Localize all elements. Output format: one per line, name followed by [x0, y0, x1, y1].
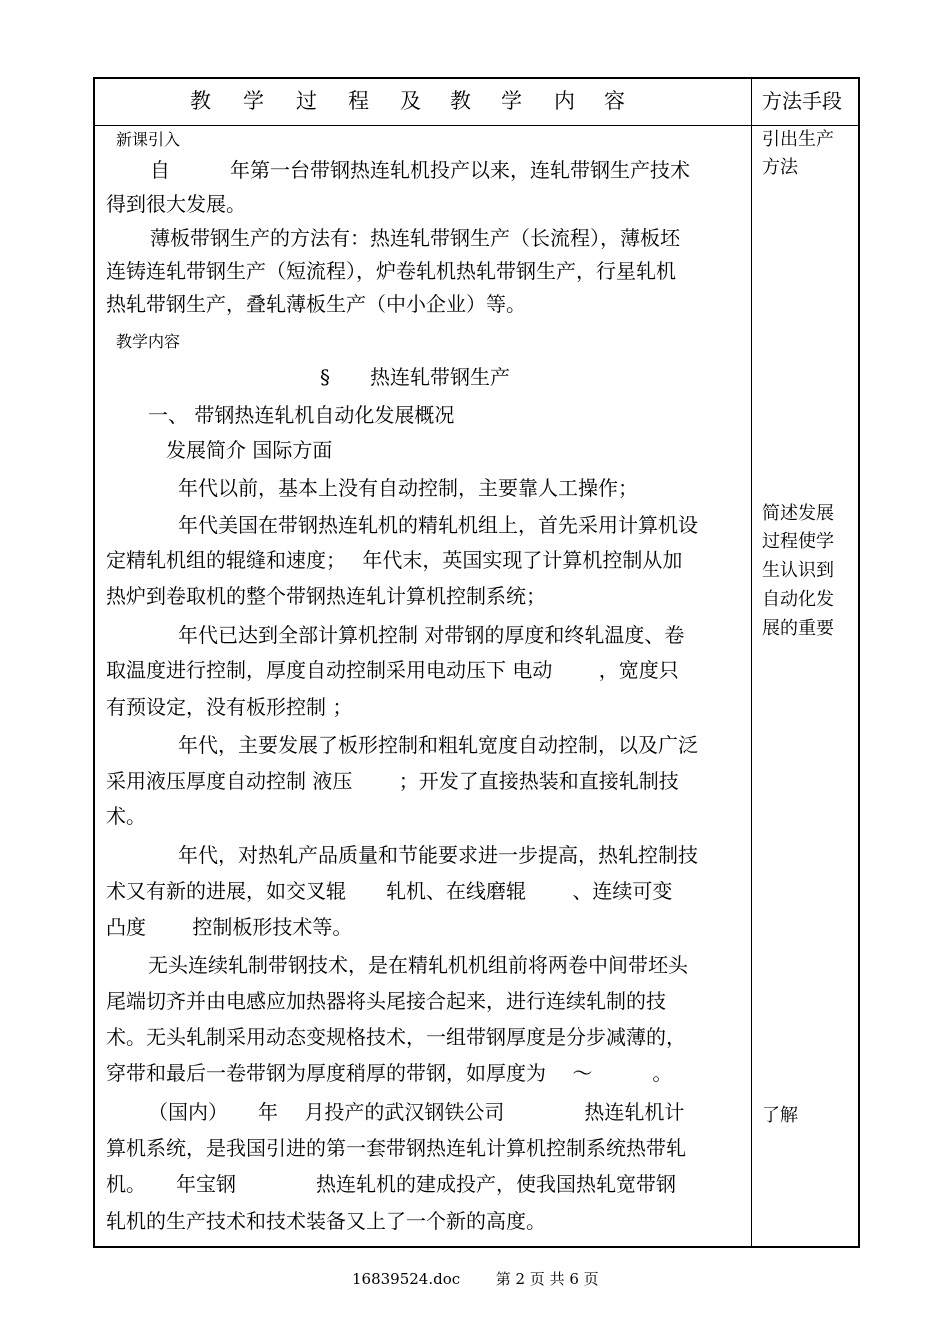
side-note-2: 简述发展	[762, 503, 834, 524]
intro-line: 自 年第一台带钢热连轧机投产以来，连轧带钢生产技术	[150, 158, 690, 182]
page-footer	[352, 1272, 599, 1287]
header-char-5: 及	[400, 89, 421, 113]
side-note-3: 了解	[762, 1105, 798, 1126]
body-line: 凸度 控制板形技术等。	[106, 915, 353, 939]
heading-1: 一、 带钢热连轧机自动化发展概况	[148, 403, 455, 427]
footer-filename: 16839524.doc	[352, 1270, 461, 1288]
intro-line: 连铸连轧带钢生产（短流程），炉卷轧机热轧带钢生产，行星轧机	[106, 259, 676, 283]
column-divider	[751, 77, 752, 1248]
body-line: 机。 年宝钢 热连轧机的建成投产，使我国热轧宽带钢	[106, 1172, 676, 1196]
body-line: 年代美国在带钢热连轧机的精轧机组上，首先采用计算机设	[178, 513, 698, 537]
body-line: 热炉到卷取机的整个带钢热连轧计算机控制系统；	[106, 584, 546, 608]
body-line: 算机系统，是我国引进的第一套带钢热连轧计算机控制系统热带轧	[106, 1136, 686, 1160]
header-char-3: 过	[296, 89, 317, 113]
body-line: 尾端切齐并由电感应加热器将头尾接合起来，进行连续轧制的技	[106, 989, 666, 1013]
body-line: 穿带和最后一卷带钢为厚度稍厚的带钢，如厚度为 ～ 。	[106, 1061, 673, 1085]
body-line: 年代，对热轧产品质量和节能要求进一步提高，热轧控制技	[178, 843, 698, 867]
header-char-6: 教	[450, 89, 471, 113]
header-char-7: 学	[501, 89, 522, 113]
body-line: 轧机的生产技术和技术装备又上了一个新的高度。	[106, 1209, 546, 1233]
side-note-2: 展的重要	[762, 618, 834, 639]
body-line: 无头连续轧制带钢技术，是在精轧机机组前将两卷中间带坯头	[148, 953, 688, 977]
body-line: 年代以前，基本上没有自动控制，主要靠人工操作；	[178, 476, 638, 500]
intro-line: 得到很大发展。	[106, 192, 246, 216]
method-column-header: 方法手段	[762, 89, 842, 113]
footer-page-number: 第 2 页 共 6 页	[495, 1270, 599, 1288]
side-note-2: 生认识到	[762, 560, 834, 581]
body-line: 术。	[106, 804, 146, 828]
intro-line: 热轧带钢生产，叠轧薄板生产（中小企业）等。	[106, 292, 526, 316]
body-line: 术。无头轧制采用动态变规格技术，一组带钢厚度是分步减薄的，	[106, 1025, 686, 1049]
side-note-1: 方法	[762, 157, 798, 178]
side-note-2: 过程使学	[762, 531, 834, 552]
header-char-4: 程	[348, 89, 369, 113]
body-line: 年代已达到全部计算机控制 对带钢的厚度和终轧温度、卷	[178, 623, 685, 647]
side-note-1: 引出生产	[762, 129, 834, 150]
section-title: § 热连轧带钢生产	[320, 365, 510, 389]
body-line: 有预设定，没有板形控制 ；	[106, 695, 353, 719]
body-line: 年代，主要发展了板形控制和粗轧宽度自动控制，以及广泛	[178, 733, 698, 757]
intro-label: 新课引入	[116, 130, 181, 149]
body-line: 取温度进行控制，厚度自动控制采用电动压下 电动 ，宽度只	[106, 658, 679, 682]
header-divider	[93, 125, 860, 126]
intro-line: 薄板带钢生产的方法有：热连轧带钢生产（长流程），薄板坯	[150, 226, 680, 250]
header-char-2: 学	[243, 89, 264, 113]
body-line: 定精轧机组的辊缝和速度； 年代末，英国实现了计算机控制从加	[106, 548, 683, 572]
header-char-9: 容	[604, 89, 625, 113]
side-note-2: 自动化发	[762, 589, 834, 610]
content-label: 教学内容	[116, 332, 181, 351]
body-line: 术又有新的进展，如交叉辊 轧机、在线磨辊 、连续可变	[106, 879, 673, 903]
subheading: 发展简介 国际方面	[166, 438, 333, 462]
body-line: （国内） 年 月投产的武汉钢铁公司 热连轧机计	[148, 1100, 685, 1124]
header-char-1: 教	[190, 89, 211, 113]
header-char-8: 内	[554, 89, 575, 113]
body-line: 采用液压厚度自动控制 液压 ；开发了直接热装和直接轧制技	[106, 769, 679, 793]
